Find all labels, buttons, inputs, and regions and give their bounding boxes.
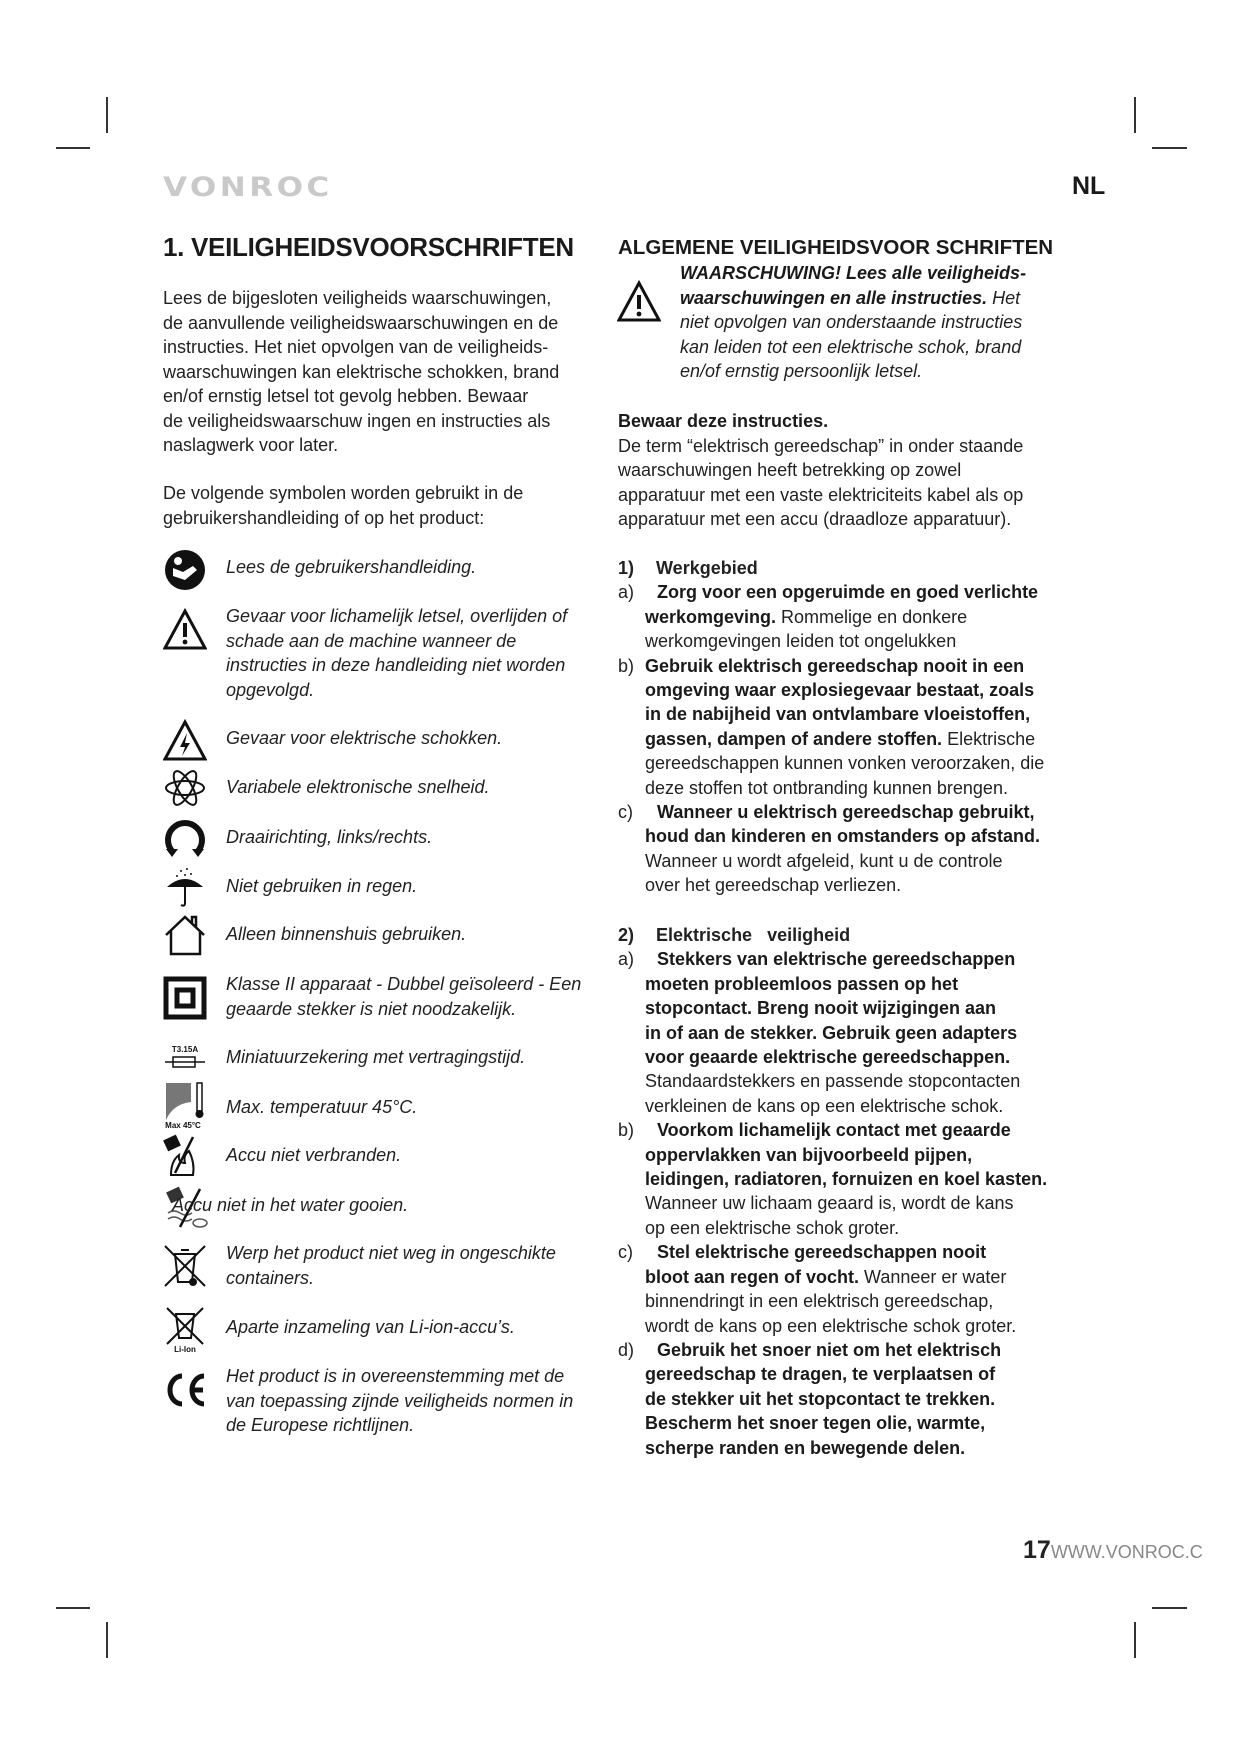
keep-instructions	[618, 409, 1098, 532]
electric-shock-icon	[163, 719, 207, 763]
section-title: Werkgebied	[656, 558, 758, 578]
warning-body: Het niet opvolgen van onderstaande instructies kan leiden tot een elektrische schok, brand en/of ernstig persoonlijk letsel.	[680, 287, 1023, 381]
ce-mark-icon	[163, 1368, 207, 1412]
section-work-area	[618, 556, 1088, 898]
item-bold: Zorg voor een opgeruimde en goed verlichte werkomgeving.	[645, 582, 1039, 627]
warning-icon	[163, 608, 207, 652]
page-number: 17	[1023, 1536, 1051, 1564]
symbol-description: Alleen binnenshuis gebruiken.	[226, 924, 467, 944]
list-item	[618, 1240, 1088, 1338]
fuse-icon	[163, 1040, 207, 1084]
item-bold: Wanneer u elektrisch gereedschap gebruikt, houd dan kinderen en omstanders op afstand.	[645, 802, 1041, 847]
symbol-description: Max. temperatuur 45°C.	[226, 1097, 418, 1117]
symbol-description: Draairichting, links/rechts.	[226, 827, 433, 847]
symbols-intro: De volgende symbolen worden gebruikt in de gebruikershandleiding of op het product:	[163, 483, 524, 528]
max-temperature-label: Max 45°C	[165, 1121, 201, 1130]
rotation-icon	[163, 815, 207, 859]
general-safety-title: ALGEMENE VEILIGHEIDSVOOR SCHRIFTEN	[618, 236, 1054, 259]
section-title: 1. VEILIGHEIDSVOORSCHRIFTEN	[163, 232, 574, 262]
list-item	[618, 800, 1088, 898]
list-item	[618, 654, 1088, 800]
item-bold: Gebruik elektrisch gereedschap nooit in een omgeving waar explosiegevaar bestaat, zoals in de nabijheid van ontvlambare vloeistoffen, gassen, dampen of andere stoffen.	[645, 655, 1035, 749]
warning-text	[680, 261, 1026, 384]
symbol-description: Het product is in overeenstemming met de van toepassing zijnde veiligheids normen in de Europese richtlijnen.	[226, 1366, 574, 1435]
section-title: Elektrische veiligheid	[656, 925, 851, 945]
weee-bin-icon	[163, 1244, 207, 1288]
item-text: Elektrische gereedschappen kunnen vonken veroorzaken, die deze stoffen tot ontbranding kunnen brengen.	[645, 728, 1045, 798]
li-ion-label: Li-Ion	[174, 1345, 196, 1354]
symbol-description: Niet gebruiken in regen.	[226, 876, 418, 896]
item-label: c)	[618, 802, 633, 823]
item-bold: Gebruik het snoer niet om het elektrisch gereedschap te dragen, te verplaatsen of de stekker uit het stopcontact te trekken. Bescherm het snoer tegen olie, warmte, scherpe randen en bewegende delen.	[645, 1339, 1002, 1458]
section-electrical-safety	[618, 923, 1088, 1460]
item-label: b)	[618, 655, 635, 676]
crop-mark	[106, 97, 108, 133]
electronic-speed-icon	[163, 766, 207, 810]
item-label: b)	[618, 1120, 635, 1141]
list-item	[618, 1118, 1088, 1240]
symbol-description: Gevaar voor lichamelijk letsel, overlijden of schade aan de machine wanneer de instructies in deze handleiding niet worden opgevolgd.	[226, 606, 568, 700]
item-text: Rommelige en donkere werkomgevingen leiden tot ongelukken	[645, 606, 968, 652]
symbol-description: Accu niet in het water gooien.	[172, 1195, 409, 1215]
item-text: Wanneer u wordt afgeleid, kunt u de controle over het gereedschap verliezen.	[645, 850, 1003, 896]
list-item	[618, 580, 1088, 653]
symbol-description: Miniatuurzekering met vertragingstijd.	[226, 1047, 526, 1067]
section-heading	[618, 556, 1088, 580]
website-url: WWW.VONROC.C	[1050, 1542, 1203, 1562]
item-bold: Voorkom lichamelijk contact met geaarde oppervlakken van bijvoorbeeld pijpen, leidingen, radiatoren, fornuizen en koel kasten.	[645, 1120, 1048, 1190]
item-label: c)	[618, 1242, 633, 1263]
item-text: Wanneer er water binnendringt in een elektrisch gereedschap, wordt de kans op een elektrische schok groter.	[645, 1266, 1017, 1336]
section-heading	[618, 923, 1088, 947]
crop-mark	[56, 1607, 90, 1609]
fuse-rating-label: T3.15A	[171, 1045, 199, 1054]
crop-mark	[1152, 147, 1187, 149]
symbol-description: Klasse II apparaat - Dubbel geïsoleerd - Een geaarde stekker is niet noodzakelijk.	[226, 974, 582, 1019]
section-number: 2)	[618, 925, 635, 945]
no-rain-icon	[163, 865, 207, 909]
no-fire-icon	[163, 1133, 207, 1177]
list-item	[618, 947, 1088, 1118]
item-label: a)	[618, 582, 635, 603]
symbol-description: Variabele elektronische snelheid.	[226, 777, 490, 797]
item-bold: Stel elektrische gereedschappen nooit bloot aan regen of vocht.	[645, 1242, 987, 1287]
keep-text: De term “elektrisch gereedschap” in onder staande waarschuwingen heeft betrekking op zowel apparatuur met een vaste elektriciteits kabel als op apparatuur met een accu (draadloze apparatuur).	[618, 435, 1024, 529]
warning-icon	[617, 280, 661, 324]
language-code: NL	[1072, 172, 1106, 200]
list-item	[618, 1338, 1088, 1460]
crop-mark	[106, 1622, 108, 1658]
max-temperature-icon	[163, 1080, 207, 1130]
item-label: a)	[618, 949, 635, 970]
page-footer	[1023, 1536, 1203, 1565]
warning-bold: WAARSCHUWING! Lees alle veiligheids- waarschuwingen en alle instructies.	[680, 263, 1027, 308]
crop-mark	[1134, 97, 1136, 133]
symbol-description: Aparte inzameling van Li-ion-accu’s.	[226, 1317, 515, 1337]
crop-mark	[56, 147, 90, 149]
item-text: Standaardstekkers en passende stopcontacten verkleinen de kans op een elektrische schok.	[645, 1071, 1021, 1116]
keep-title: Bewaar deze instructies.	[618, 411, 829, 431]
symbol-description: Lees de gebruikershandleiding.	[226, 557, 477, 577]
section-number: 1)	[618, 558, 635, 578]
read-manual-icon	[163, 548, 207, 592]
symbol-description: Gevaar voor elektrische schokken.	[226, 728, 503, 748]
class-ii-icon	[163, 976, 207, 1020]
item-label: d)	[618, 1339, 635, 1360]
crop-mark	[1134, 1622, 1136, 1658]
brand-logo: VONROC	[163, 172, 333, 203]
item-bold: Stekkers van elektrische gereedschappen moeten probleemloos passen op het stopcontact. Breng nooit wijzigingen aan in of aan de stekker. Gebruik geen adapters voor geaarde elektrische gereedschappen.	[645, 949, 1018, 1068]
intro-paragraph: Lees de bijgesloten veiligheids waarschuwingen, de aanvullende veiligheidswaarschuwingen en de instructies. Het niet opvolgen van de veiligheids- waarschuwingen kan elektrische schokken, brand en/of ernstig letsel tot gevolg hebben. Bewaar de veiligheidswaarschuw ingen en instructies als naslagwerk voor later.	[163, 288, 560, 455]
symbol-description: Accu niet verbranden.	[226, 1145, 402, 1165]
crop-mark	[1152, 1607, 1187, 1609]
symbol-description: Werp het product niet weg in ongeschikte containers.	[226, 1243, 556, 1288]
item-text: Wanneer uw lichaam geaard is, wordt de kans op een elektrische schok groter.	[645, 1193, 1014, 1238]
li-ion-bin-icon	[163, 1306, 207, 1354]
indoor-only-icon	[163, 913, 207, 957]
